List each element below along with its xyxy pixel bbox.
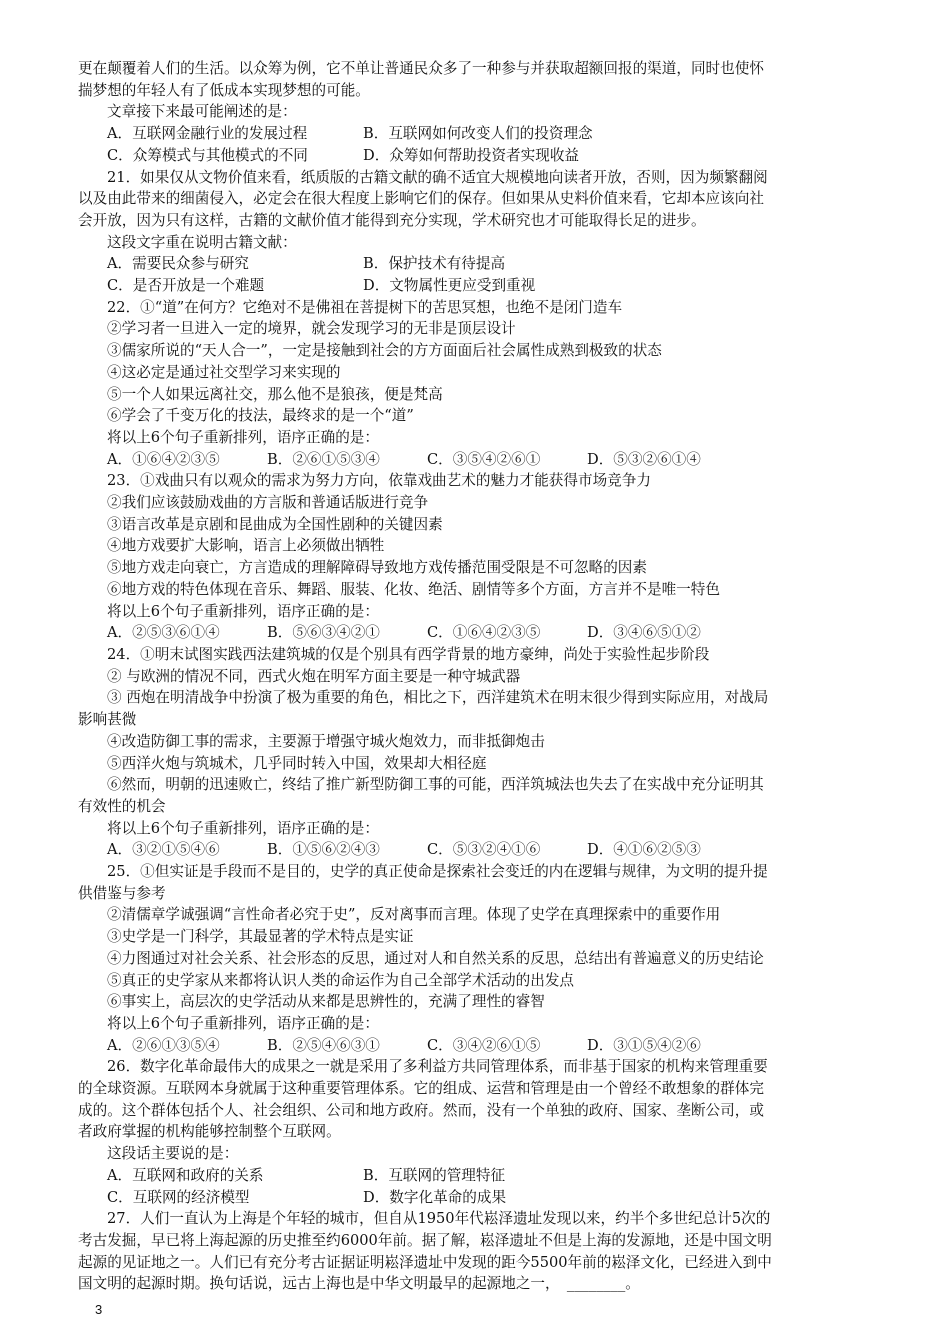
- sentence-continuation: 影响甚微: [78, 711, 137, 729]
- question-prompt: 文章接下来最可能阐述的是：: [107, 103, 297, 121]
- text-line: 起源的见证地之一。人们已有充分考古证据证明崧泽遗址中发现的距今5500年前的崧泽文化，已经进入到中: [78, 1253, 772, 1271]
- option-a: A．需要民众参与研究: [107, 255, 249, 273]
- option-b: B．①⑤⑥②④③: [267, 841, 380, 859]
- page-number: 3: [95, 1302, 103, 1317]
- question-24: [78, 644, 878, 861]
- question-22: [78, 297, 878, 471]
- option-a: A．互联网和政府的关系: [107, 1166, 264, 1184]
- sentence: ⑤真正的史学家从来都将认识人类的命运作为自己全部学术活动的出发点: [107, 971, 575, 989]
- question-prompt: 将以上6个句子重新排列，语序正确的是：: [107, 602, 379, 620]
- question-prompt: 这段话主要说的是：: [107, 1145, 239, 1163]
- option-a: A．②⑤③⑥①④: [107, 624, 220, 642]
- options-row: [78, 145, 878, 167]
- option-c: C．⑤③②④①⑥: [427, 841, 541, 859]
- sentence: ⑥事实上，高层次的史学活动从来都是思辨性的，充满了理性的睿智: [107, 993, 545, 1011]
- sentence: ③史学是一门科学，其最显著的学术特点是实证: [107, 928, 414, 946]
- options-row: [78, 253, 878, 275]
- text-line: 的全球资源。互联网本身就属于这种重要管理体系。它的组成、运营和管理是由一个曾经不敢想象的群体完: [78, 1080, 764, 1098]
- options-row: [78, 1165, 878, 1187]
- options-row: [78, 1187, 878, 1209]
- text-line: 26．数字化革命最伟大的成果之一就是采用了多利益方共同管理体系，而非基于国家的机构来管理重要: [107, 1058, 768, 1076]
- question-26: [78, 1056, 878, 1208]
- option-c: C．互联网的经济模型: [107, 1188, 250, 1206]
- options-row: [78, 123, 878, 145]
- sentence: ④这必定是通过社交型学习来实现的: [107, 363, 341, 381]
- sentence: ④地方戏要扩大影响，语言上必须做出牺牲: [107, 537, 385, 555]
- option-b: B．②⑥①⑤③④: [267, 450, 380, 468]
- question-23: [78, 470, 878, 644]
- option-b: B．互联网如何改变人们的投资理念: [363, 125, 593, 143]
- options-row: [78, 1035, 878, 1057]
- question-prompt: 这段文字重在说明古籍文献：: [107, 233, 297, 251]
- text-line: 考古发掘，早已将上海起源的历史推至约6000年前。据了解，崧泽遗址不但是上海的发源地，还是中国文明: [78, 1231, 772, 1249]
- option-a: A．③②①⑤④⑥: [107, 841, 220, 859]
- sentence: ③语言改革是京剧和昆曲成为全国性剧种的关键因素: [107, 515, 443, 533]
- question-prompt: 将以上6个句子重新排列，语序正确的是：: [107, 428, 379, 446]
- option-c: C．①⑥④②③⑤: [427, 624, 541, 642]
- text-line: 27．人们一直认为上海是个年轻的城市，但自从1950年代崧泽遗址发现以来，约半个多世纪总计5次的: [107, 1210, 771, 1228]
- sentence: ③儒家所说的“天人合一”，一定是接触到社会的方方面面后社会属性成熟到极致的状态: [107, 342, 662, 360]
- question-27: [78, 1208, 878, 1295]
- sentence: ④力图通过对社会关系、社会形态的反思，通过对人和自然关系的反思，总结出有普遍意义的历史结论: [107, 949, 764, 967]
- text-line: 成的。这个群体包括个人、社会组织、公司和地方政府。然而，没有一个单独的政府、国家、垄断公司，或: [78, 1101, 764, 1119]
- text-line: 国文明的起源时期。换句话说，远古上海也是中华文明最早的起源地之一， ________。: [78, 1275, 640, 1293]
- sentence: ⑥学会了千变万化的技法，最终求的是一个“道”: [107, 407, 414, 425]
- option-a: A．②⑥①③⑤④: [107, 1036, 220, 1054]
- options-row: [78, 275, 878, 297]
- intro-passage: [78, 58, 878, 167]
- sentence: ②清儒章学诚强调“言性命者必究于史”，反对离事而言理。体现了史学在真理探索中的重要作用: [107, 906, 721, 924]
- sentence: ③ 西炮在明清战争中扮演了极为重要的角色，相比之下，西洋建筑术在明末很少得到实际应用，对战局: [107, 689, 769, 707]
- document-page: [78, 58, 878, 1295]
- text-line: 揣梦想的年轻人有了低成本实现梦想的可能。: [78, 81, 370, 99]
- options-row: [78, 839, 878, 861]
- option-c: C．③⑤④②⑥①: [427, 450, 541, 468]
- option-c: C．众筹模式与其他模式的不同: [107, 146, 308, 164]
- sentence: ④改造防御工事的需求，主要源于增强守城火炮效力，而非抵御炮击: [107, 732, 545, 750]
- option-d: D．众筹如何帮助投资者实现收益: [363, 146, 580, 164]
- option-b: B．⑤⑥③④②①: [267, 624, 380, 642]
- text-line: 者政府掌握的机构能够控制整个互联网。: [78, 1123, 341, 1141]
- option-d: D．④①⑥②⑤③: [587, 841, 701, 859]
- question-prompt: 将以上6个句子重新排列，语序正确的是：: [107, 1014, 379, 1032]
- text-line: 21．如果仅从文物价值来看，纸质版的古籍文献的确不适宜大规模地向读者开放，否则，因为频繁翻阅: [107, 168, 768, 186]
- text-line: 以及由此带来的细菌侵入，必定会在很大程度上影响它们的保存。但如果从史料价值来看，它却本应该向社: [78, 190, 764, 208]
- sentence-continuation: 供借鉴与参考: [78, 884, 166, 902]
- text-line: 更在颠覆着人们的生活。以众筹为例，它不单让普通民众多了一种参与并获取超额回报的渠道，同时也使怀: [78, 60, 764, 77]
- sentence: ⑤一个人如果远离社交，那么他不是狼孩，便是梵高: [107, 385, 443, 403]
- option-b: B．互联网的管理特征: [363, 1166, 506, 1184]
- question-25: [78, 861, 878, 1056]
- sentence: 23．①戏曲只有以观众的需求为努力方向，依靠戏曲艺术的魅力才能获得市场竞争力: [107, 472, 651, 490]
- sentence: ⑤地方戏走向衰亡，方言造成的理解障碍导致地方戏传播范围受限是不可忽略的因素: [107, 559, 647, 577]
- sentence: ⑥地方戏的特色体现在音乐、舞蹈、服装、化妆、绝活、剧情等多个方面，方言并不是唯一特色: [107, 580, 720, 598]
- option-b: B．②⑤④⑥③①: [267, 1036, 380, 1054]
- sentence: ⑥然而，明朝的迅速败亡，终结了推广新型防御工事的可能，西洋筑城法也失去了在实战中充分证明其: [107, 776, 764, 794]
- option-c: C．是否开放是一个难题: [107, 277, 265, 295]
- question-prompt: 将以上6个句子重新排列，语序正确的是：: [107, 819, 379, 837]
- sentence: 22．①“道”在何方？它绝对不是佛祖在菩提树下的苦思冥想，也绝不是闭门造车: [107, 298, 623, 316]
- option-d: D．⑤③②⑥①④: [587, 450, 701, 468]
- option-d: D．数字化革命的成果: [363, 1188, 507, 1206]
- question-21: [78, 167, 878, 297]
- option-a: A．①⑥④②③⑤: [107, 450, 220, 468]
- option-c: C．③④②⑥①⑤: [427, 1036, 541, 1054]
- sentence-continuation: 有效性的机会: [78, 797, 166, 815]
- sentence: 24．①明末试图实践西法建筑城的仅是个别具有西学背景的地方豪绅，尚处于实验性起步阶段: [107, 645, 710, 663]
- sentence: ② 与欧洲的情况不同，西式火炮在明军方面主要是一种守城武器: [107, 667, 521, 685]
- sentence: 25．①但实证是手段而不是目的，史学的真正使命是探索社会变迁的内在逻辑与规律，为文明的提升提: [107, 863, 768, 881]
- options-row: [78, 449, 878, 471]
- text-line: 会开放，因为只有这样，古籍的文献价值才能得到充分实现，学术研究也才可能取得长足的进步。: [78, 211, 706, 229]
- sentence: ⑤西洋火炮与筑城术，几乎同时转入中国，效果却大相径庭: [107, 754, 487, 772]
- option-d: D．③④⑥⑤①②: [587, 624, 701, 642]
- options-row: [78, 622, 878, 644]
- option-d: D．文物属性更应受到重视: [363, 277, 536, 295]
- sentence: ②学习者一旦进入一定的境界，就会发现学习的无非是顶层设计: [107, 320, 516, 338]
- option-a: A．互联网金融行业的发展过程: [107, 125, 308, 143]
- option-d: D．③①⑤④②⑥: [587, 1036, 701, 1054]
- sentence: ②我们应该鼓励戏曲的方言版和普通话版进行竞争: [107, 494, 429, 512]
- option-b: B．保护技术有待提高: [363, 255, 506, 273]
